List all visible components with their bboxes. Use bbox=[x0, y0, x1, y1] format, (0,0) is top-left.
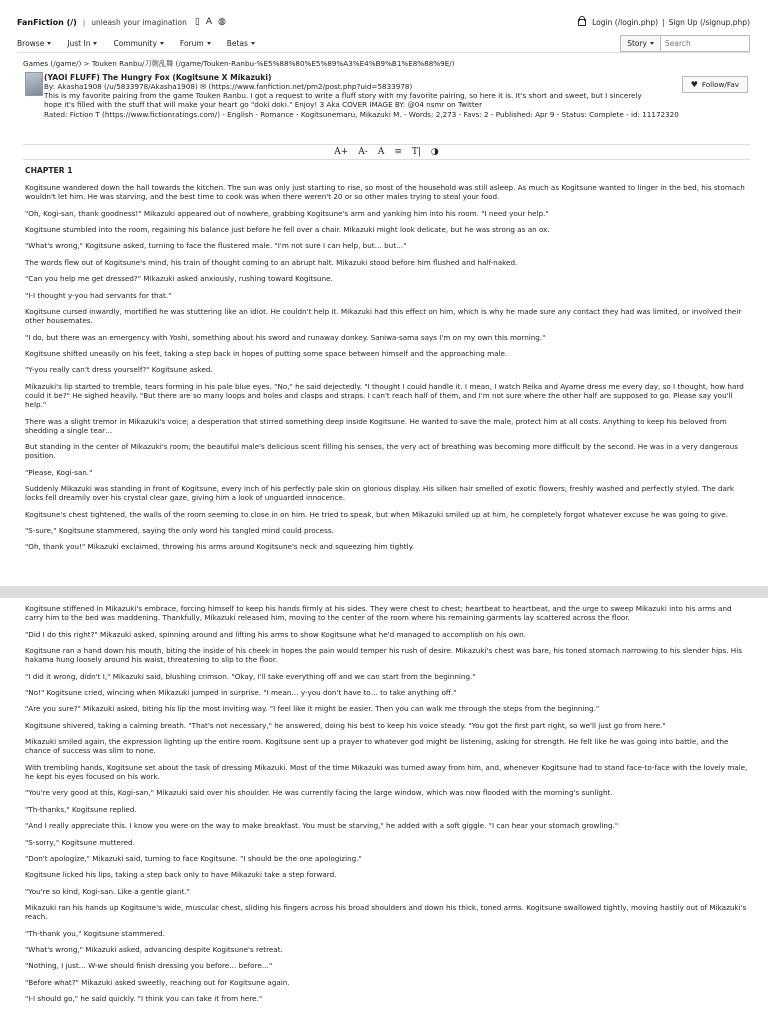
story-paragraph: Kogitsune's chest tightened, the walls of the room seeming to close in on him. He tried to speak, but when Mikazuki smiled up at him, he completely forgot whatever excuse he was going to give. bbox=[25, 509, 728, 519]
story-author[interactable]: By: Akasha1908 (/u/5833978/Akasha1908) ✉ (https://www.fanfiction.net/pm2/post.php?uid=5833978) bbox=[44, 82, 413, 91]
story-paragraph: Kogitsune cursed inwardly, mortified he was stuttering like an idiot. He couldn't help it. Mikazuki had this effect on him, which is why he made sure any contact they had was limited, or involved their other housemates. bbox=[25, 306, 742, 326]
lock-icon bbox=[578, 19, 586, 26]
story-paragraph: "Before what?" Mikazuki asked sweetly, reaching out for Kogitsune again. bbox=[25, 977, 290, 987]
story-paragraph: Mikazuki's lip started to tremble, tears forming in his pale blue eyes. "No," he said dejectedly. "I thought I could handle it. I mean, I watch Reika and Ayame dress me every day, so I thought, how hard could it be?" He sighed heavily. "But there are so many loops and holes and clasps and straps. I can't reach half of them, and I'm not sure where the other half are supposed to go. Please say you'll help." bbox=[25, 381, 744, 410]
mobile-icon[interactable]: ▯ bbox=[194, 17, 200, 27]
reader-toolbar bbox=[23, 144, 750, 160]
contrast-icon[interactable]: ◑ bbox=[430, 147, 439, 157]
story-paragraph: There was a slight tremor in Mikazuki's voice; a desperation that stirred something deep inside Kogitsune. He wanted to save the male, protect him at all costs. Anything to keep his beloved from shedding a single tear… bbox=[25, 416, 727, 435]
paragraph-list bbox=[25, 604, 750, 1003]
story-text-page-two bbox=[25, 604, 750, 1011]
chevron-down-icon bbox=[650, 42, 654, 45]
page-gap bbox=[0, 586, 768, 598]
story-paragraph: "I did it wrong, didn't I," Mikazuki said, blushing crimson. "Okay, I'll take everything off and we can start from the beginning." bbox=[25, 671, 476, 681]
page-two bbox=[0, 598, 768, 1024]
story-paragraph: "What's wrong," Kogitsune asked, turning to face the flustered male. "I'm not sure I can help, but… but…" bbox=[25, 241, 407, 251]
story-paragraph: "No!" Kogitsune cried, wincing when Mikazuki jumped in surprise. "I mean… y-you don't have to… to take anything off." bbox=[25, 687, 457, 697]
cover-image bbox=[25, 72, 43, 96]
story-paragraph: "And I really appreciate this. I know you were on the way to make breakfast. You must be starving," he added with a soft giggle. "I can hear your stomach growling." bbox=[25, 821, 619, 831]
story-paragraph: Kogitsune ran a hand down his mouth, biting the inside of his cheek in hopes the pain would temper his rush of desire. Mikazuki's chest was bare, his toned stomach narrowing to his slender hips. His hakama hung loosely around his waist, threatening to slip to the floor. bbox=[25, 645, 742, 665]
header-icons bbox=[195, 17, 226, 27]
story-title: (YAOI FLUFF) The Hungry Fox (Kogitsune X Mikazuki) bbox=[44, 73, 272, 82]
story-paragraph: But standing in the center of Mikazuki's room; the beautiful male's delicious scent filling his senses, the very act of breathing was becoming more difficult by the second. He was in a very dangerous position. bbox=[25, 442, 738, 461]
search-group bbox=[620, 35, 750, 52]
story-paragraph: Kogitsune wandered down the hall towards the kitchen. The sun was only just starting to rise, so most of the household was still asleep. As much as Kogitsune wanted to linger in the bed, his stomach wouldn't let him. He was starving, and the best time to cook was when there weren't 20 or so other males trying to steal your food. bbox=[25, 183, 745, 202]
story-paragraph: "S-sure," Kogitsune stammered, saying the only word his tangled mind could process. bbox=[25, 526, 334, 536]
nav-browse-label: Browse bbox=[17, 38, 45, 48]
chevron-down-icon bbox=[93, 42, 97, 45]
story-header bbox=[44, 73, 750, 119]
story-paragraph: "Oh, thank you!" Mikazuki exclaimed, throwing his arms around Kogitsune's neck and squeezing him tightly. bbox=[25, 542, 415, 552]
story-paragraph: "You're so kind, Kogi-san. Like a gentle giant." bbox=[25, 886, 190, 896]
story-paragraph: "I-I should go," he said quickly. "I think you can take it from here." bbox=[25, 994, 263, 1004]
text-width-icon[interactable]: T| bbox=[411, 147, 421, 157]
story-paragraph: "Can you help me get dressed?" Mikazuki asked anxiously, rushing toward Kogitsune. bbox=[25, 274, 333, 284]
top-bar bbox=[17, 14, 750, 30]
site-logo-link[interactable]: FanFiction (/) bbox=[17, 17, 77, 27]
chapter-heading: CHAPTER 1 bbox=[25, 166, 73, 175]
nav-betas[interactable] bbox=[227, 39, 255, 48]
story-paragraph: Mikazuki ran his hands up Kogitsune's wide, muscular chest, sliding his fingers across his broad shoulders and down his thick, toned arms. Kogitsune swallowed tightly, moving hastily out of Mikazuki's reach. bbox=[25, 903, 747, 922]
globe-icon[interactable]: ◍ bbox=[218, 17, 226, 27]
story-paragraph: Mikazuki smiled again, the expression lighting up the entire room. Kogitsune sent up a prayer to whatever god might be listening, asking for strength. He felt like he was going into battle, and the chance of success was slim to none. bbox=[25, 737, 729, 756]
nav-betas-label: Betas bbox=[226, 38, 248, 48]
tagline: unleash your imagination bbox=[91, 17, 187, 27]
story-filter-label: Story bbox=[627, 38, 647, 48]
story-paragraph: "Nothing, I just… W-we should finish dressing you before… before…" bbox=[25, 961, 273, 971]
story-summary: This is my favorite pairing from the game Touken Ranbu. I got a request to write a fluff story with my favorite pairing, so here it is. It's short and sweet, but I sincerely hope it's filled with the stuff that will make your heart go "doki doki." Enjoy! 3 Aka COVER IMAGE BY: @04 nsmr on Twitter bbox=[44, 91, 642, 110]
nav-browse[interactable] bbox=[17, 39, 51, 48]
separator: | bbox=[662, 17, 665, 27]
font-decrease-button[interactable]: A- bbox=[358, 147, 368, 157]
account-links bbox=[578, 18, 750, 27]
story-paragraph: "Don't apologize," Mikazuki said, turning to face Kogitsune. "I should be the one apologizing." bbox=[25, 853, 362, 863]
signup-link[interactable]: Sign Up (/signup.php) bbox=[668, 17, 750, 27]
chevron-down-icon bbox=[251, 42, 255, 45]
story-paragraph: "What's wrong," Mikazuki asked, advancing despite Kogitsune's retreat. bbox=[25, 945, 283, 955]
nav-forum[interactable] bbox=[180, 39, 211, 48]
login-link[interactable]: Login (/login.php) bbox=[592, 17, 659, 27]
story-paragraph: Kogitsune stiffened in Mikazuki's embrace, forcing himself to keep his hands firmly at his sides. They were chest to chest; heartbeat to heartbeat, and the urge to sweep Mikazuki into his arms and carry him to the bed was maddening. Thankfully, Mikazuki released him, moving to the center of the room where his remaining garments lay scattered across the floor. bbox=[25, 604, 732, 623]
search-input[interactable] bbox=[661, 35, 750, 52]
story-filter-button[interactable] bbox=[620, 35, 661, 52]
story-paragraph: Kogitsune shifted uneasily on his feet, taking a step back in hopes of putting some space between himself and the approaching male. bbox=[25, 348, 508, 358]
breadcrumb[interactable]: Games (/game/) > Touken Ranbu/刀剣乱舞 (/game/Touken-Ranbu-%E5%88%80%E5%89%A3%E4%B9%B1%E8%88%9E/) bbox=[23, 59, 455, 68]
nav-community[interactable] bbox=[113, 39, 163, 48]
story-text-page-one bbox=[25, 166, 750, 559]
chevron-down-icon bbox=[207, 42, 211, 45]
follow-fav-label: Follow/Fav bbox=[701, 80, 739, 89]
font-reset-button[interactable]: A bbox=[377, 147, 385, 157]
follow-fav-button[interactable] bbox=[682, 76, 748, 93]
story-paragraph: "Th-thanks," Kogitsune replied. bbox=[25, 804, 137, 814]
story-meta: Rated: Fiction T (https://www.fictionratings.com/) - English - Romance - Kogitsunemaru, Mikazuki M. - Words: 2,273 - Favs: 2 - Published: Apr 9 - Status: Complete - id: 11172320 bbox=[44, 109, 679, 119]
paragraph-list bbox=[25, 183, 750, 552]
font-increase-button[interactable]: A+ bbox=[334, 147, 349, 157]
story-paragraph: "Please, Kogi-san." bbox=[25, 467, 93, 477]
separator: | bbox=[82, 17, 86, 27]
story-paragraph: "Are you sure?" Mikazuki asked, biting his lip the most inviting way. "I feel like it might be easier. Then you can walk me through the steps from the beginning." bbox=[25, 704, 600, 714]
nav-just-in[interactable] bbox=[67, 39, 97, 48]
story-paragraph: "Oh, Kogi-san, thank goodness!" Mikazuki appeared out of nowhere, grabbing Kogitsune's arm and yanking him into his room. "I need your help." bbox=[25, 208, 549, 218]
chevron-down-icon bbox=[160, 42, 164, 45]
nav-just-in-label: Just In bbox=[67, 38, 91, 48]
nav-forum-label: Forum bbox=[179, 38, 204, 48]
story-paragraph: "I-I thought y-you had servants for that." bbox=[25, 290, 172, 300]
story-paragraph: "I do, but there was an emergency with Yoshi, something about his sword and runaway donkey. Saniwa-sama says I'm on my own this morning." bbox=[25, 332, 546, 342]
story-paragraph: "You're very good at this, Kogi-san," Mikazuki said over his shoulder. He was currently facing the large window, which was now flooded with the morning's sunlight. bbox=[25, 788, 613, 798]
nav-community-label: Community bbox=[113, 38, 157, 48]
story-paragraph: "S-sorry," Kogitsune muttered. bbox=[25, 837, 135, 847]
line-spacing-icon[interactable]: ≡ bbox=[394, 147, 402, 157]
story-paragraph: "Did I do this right?" Mikazuki asked, spinning around and lifting his arms to show Kogitsune what he'd managed to accomplish on his own. bbox=[25, 629, 526, 639]
chevron-down-icon bbox=[47, 42, 51, 45]
story-paragraph: Kogitsune licked his lips, taking a step back only to have Mikazuki take a step forward. bbox=[25, 870, 337, 880]
font-icon[interactable]: A bbox=[205, 17, 213, 27]
main-nav bbox=[17, 34, 750, 53]
story-paragraph: The words flew out of Kogitsune's mind, his train of thought coming to an abrupt halt. Mikazuki stood before him flushed and half-naked. bbox=[25, 257, 518, 267]
story-paragraph: "Th-thank you," Kogitsune stammered. bbox=[25, 928, 165, 938]
story-paragraph: With trembling hands, Kogitsune set about the task of dressing Mikazuki. Most of the time Mikazuki was turned away from him, and, whenever Kogitsune had to stand face-to-face with the lovely male, he kept his eyes focused on his work. bbox=[25, 762, 748, 781]
story-paragraph: Kogitsune shivered, taking a calming breath. "That's not necessary," he answered, doing his best to keep his voice steady. "You got the first part right, so we'll just go from here." bbox=[25, 720, 666, 730]
story-paragraph: Suddenly Mikazuki was standing in front of Kogitsune, every inch of his perfectly pale skin on glorious display. His silken hair smelled of exotic flowers; freshly washed and perfectly styled. The dark locks fell dreamily over his crystal clear gaze, giving him a look of unguarded innocence. bbox=[25, 484, 735, 503]
story-paragraph: Kogitsune stumbled into the room, regaining his balance just before he fell over a chair. Mikazuki might look delicate, but he was strong as an ox. bbox=[25, 224, 550, 234]
heart-icon: ♥ bbox=[690, 80, 698, 89]
story-paragraph: "Y-you really can't dress yourself?" Kogitsune asked. bbox=[25, 365, 213, 375]
